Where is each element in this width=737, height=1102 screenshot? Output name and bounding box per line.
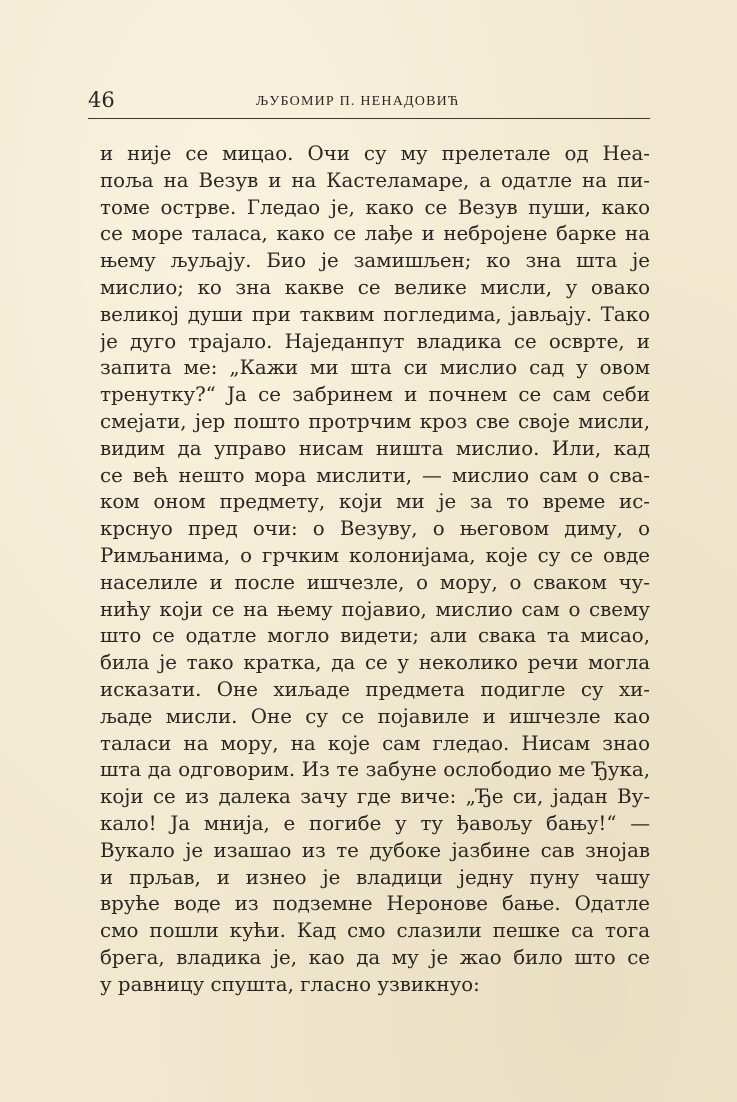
- text-line: населиле и после ишчезле, о мору, о сваком чу-: [100, 570, 650, 594]
- text-line: њему љуљају. Био је замишљен; ко зна шта је: [100, 249, 650, 273]
- text-line: тренутку?“ Ја се забринем и почнем се сам себи: [100, 383, 650, 407]
- text-line: Римљанима, о грчким колонијама, које су се овде: [100, 543, 650, 567]
- text-line: који се из далека зачу где виче: „Ђе си, јадан Ву-: [100, 785, 650, 809]
- text-line: ком оном предмету, који ми је за то време ис-: [100, 490, 650, 514]
- text-line-last: у равницу спушта, гласно узвикнуо:: [100, 972, 480, 996]
- text-line: видим да управо нисам ништа мислио. Или, кад: [100, 436, 650, 460]
- text-line: брега, владика је, као да му је жао било што се: [100, 945, 650, 969]
- text-line: љаде мисли. Оне су се појавиле и ишчезле као: [100, 704, 650, 728]
- running-head: ЉУБОМИР П. НЕНАДОВИЋ: [256, 94, 460, 109]
- text-line: кало! Ја мнија, е погибе у ту ђавољу бању!“ —: [100, 811, 650, 835]
- text-line: мислио; ко зна какве се велике мисли, у овако: [100, 275, 650, 299]
- header-rule: [88, 118, 650, 119]
- text-line: смејати, јер пошто протрчим кроз све своје мисли,: [100, 409, 650, 433]
- text-line: исказати. Оне хиљаде предмета подигле су хи-: [100, 677, 650, 701]
- text-line: Вукало је изашао из те дубоке јазбине сав знојав: [100, 838, 650, 862]
- text-line: томе острве. Гледао је, како се Везув пуши, како: [100, 195, 650, 219]
- text-line: се море таласа, како се лађе и небројене барке на: [100, 222, 650, 246]
- text-line: таласи на мору, на које сам гледао. Нисам знао: [100, 731, 650, 755]
- page-header: [88, 86, 648, 116]
- page-number: 46: [88, 88, 115, 112]
- text-line: шта да одговорим. Из те забуне ослободио ме Ђука,: [100, 758, 650, 782]
- text-line: смо пошли кући. Кад смо слазили пешке са тога: [100, 919, 650, 943]
- text-line: се већ нешто мора мислити, — мислио сам о сва-: [100, 463, 650, 487]
- text-line: поља на Везув и на Кастеламаре, а одатле на пи-: [100, 168, 650, 192]
- text-line: великој души при таквим погледима, јављају. Тако: [100, 302, 650, 326]
- text-line: била је тако кратка, да се у неколико речи могла: [100, 651, 650, 675]
- text-line: вруће воде из подземне Неронове бање. Одатле: [100, 892, 650, 916]
- text-line: што се одатле могло видети; али свака та мисао,: [100, 624, 650, 648]
- text-line: запита ме: „Кажи ми шта си мислио сад у овом: [100, 356, 650, 380]
- text-line: крснуо пред очи: о Везуву, о његовом диму, о: [100, 517, 650, 541]
- text-line: нићу који се на њему појавио, мислио сам о свему: [100, 597, 650, 621]
- text-line: и није се мицао. Очи су му прелетале од Неа-: [100, 142, 650, 165]
- text-line: је дуго трајало. Наједанпут владика се осврте, и: [100, 329, 650, 353]
- body-text: [100, 141, 650, 999]
- text-line: и прљав, и изнео је владици једну пуну чашу: [100, 865, 650, 889]
